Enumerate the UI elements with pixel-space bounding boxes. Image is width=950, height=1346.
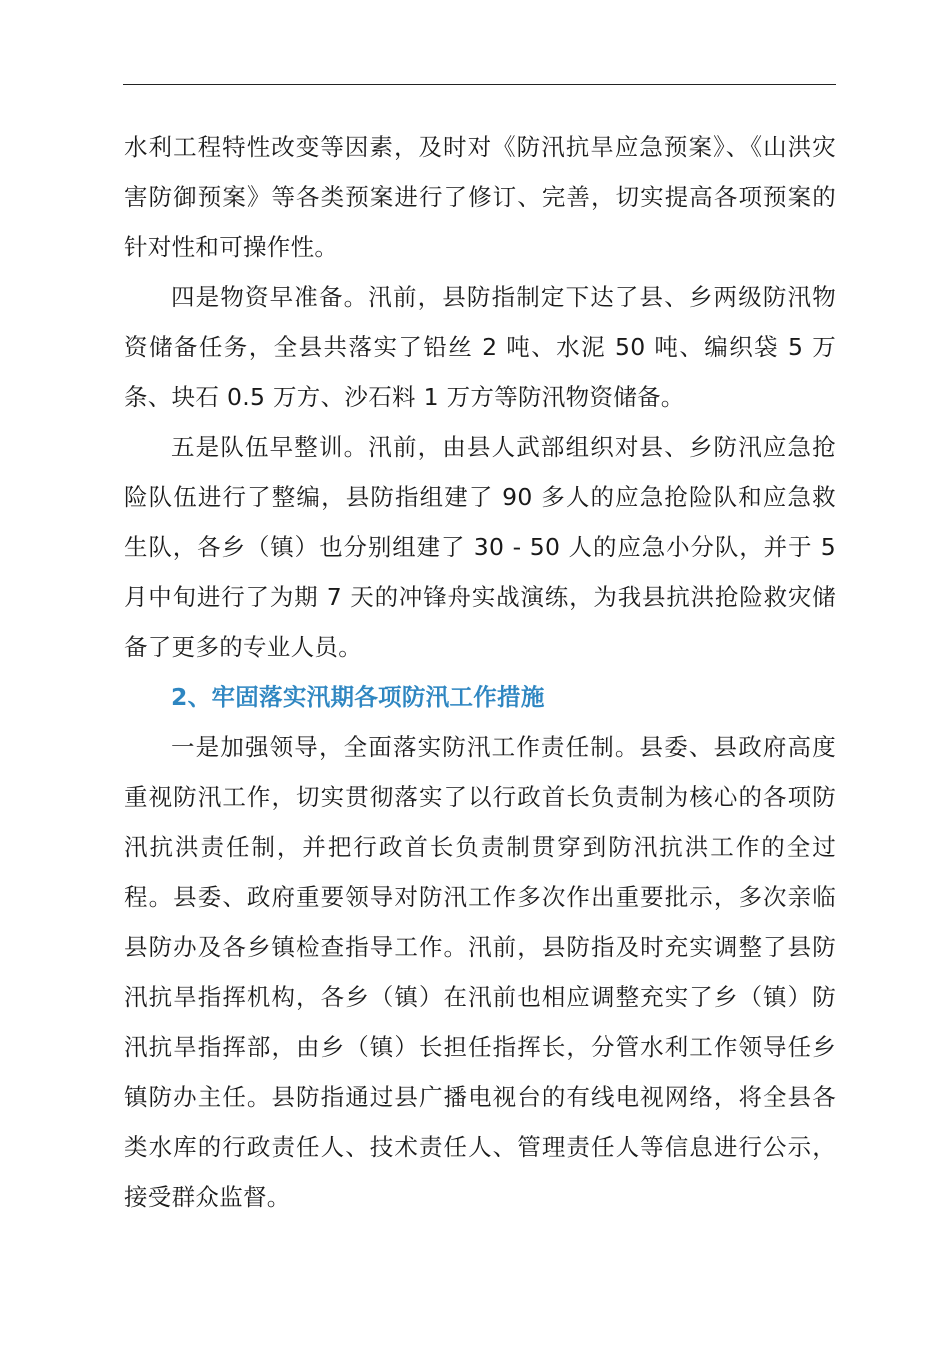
document-body bbox=[124, 122, 836, 1222]
header-rule bbox=[123, 84, 836, 85]
paragraph-continuation: 水利工程特性改变等因素，及时对《防汛抗旱应急预案》、《山洪灾害防御预案》等各类预案进行了修订、完善，切实提高各项预案的针对性和可操作性。 bbox=[124, 133, 836, 261]
paragraph-teams: 五是队伍早整训。汛前，由县人武部组织对县、乡防汛应急抢险队伍进行了整编，县防指组建了 90 多人的应急抢险队和应急救生队，各乡（镇）也分别组建了 30 - 50 人的应急小分队，并于 5 月中旬进行了为期 7 天的冲锋舟实战演练，为我县抗洪抢险救灾储备了更多的专业人员。 bbox=[124, 433, 836, 661]
paragraph-materials: 四是物资早准备。汛前，县防指制定下达了县、乡两级防汛物资储备任务，全县共落实了铅丝 2 吨、水泥 50 吨、编织袋 5 万条、块石 0.5 万方、沙石料 1 万方等防汛物资储备。 bbox=[124, 283, 836, 411]
paragraph-leadership: 一是加强领导，全面落实防汛工作责任制。县委、县政府高度重视防汛工作，切实贯彻落实了以行政首长负责制为核心的各项防汛抗洪责任制，并把行政首长负责制贯穿到防汛抗洪工作的全过程。县委、政府重要领导对防汛工作多次作出重要批示，多次亲临县防办及各乡镇检查指导工作。汛前，县防指及时充实调整了县防汛抗旱指挥机构，各乡（镇）在汛前也相应调整充实了乡（镇）防汛抗旱指挥部，由乡（镇）长担任指挥长，分管水利工作领导任乡镇防办主任。县防指通过县广播电视台的有线电视网络，将全县各类水库的行政责任人、技术责任人、管理责任人等信息进行公示，接受群众监督。 bbox=[124, 733, 836, 1211]
section-heading: 2、牢固落实汛期各项防汛工作措施 bbox=[171, 683, 545, 711]
